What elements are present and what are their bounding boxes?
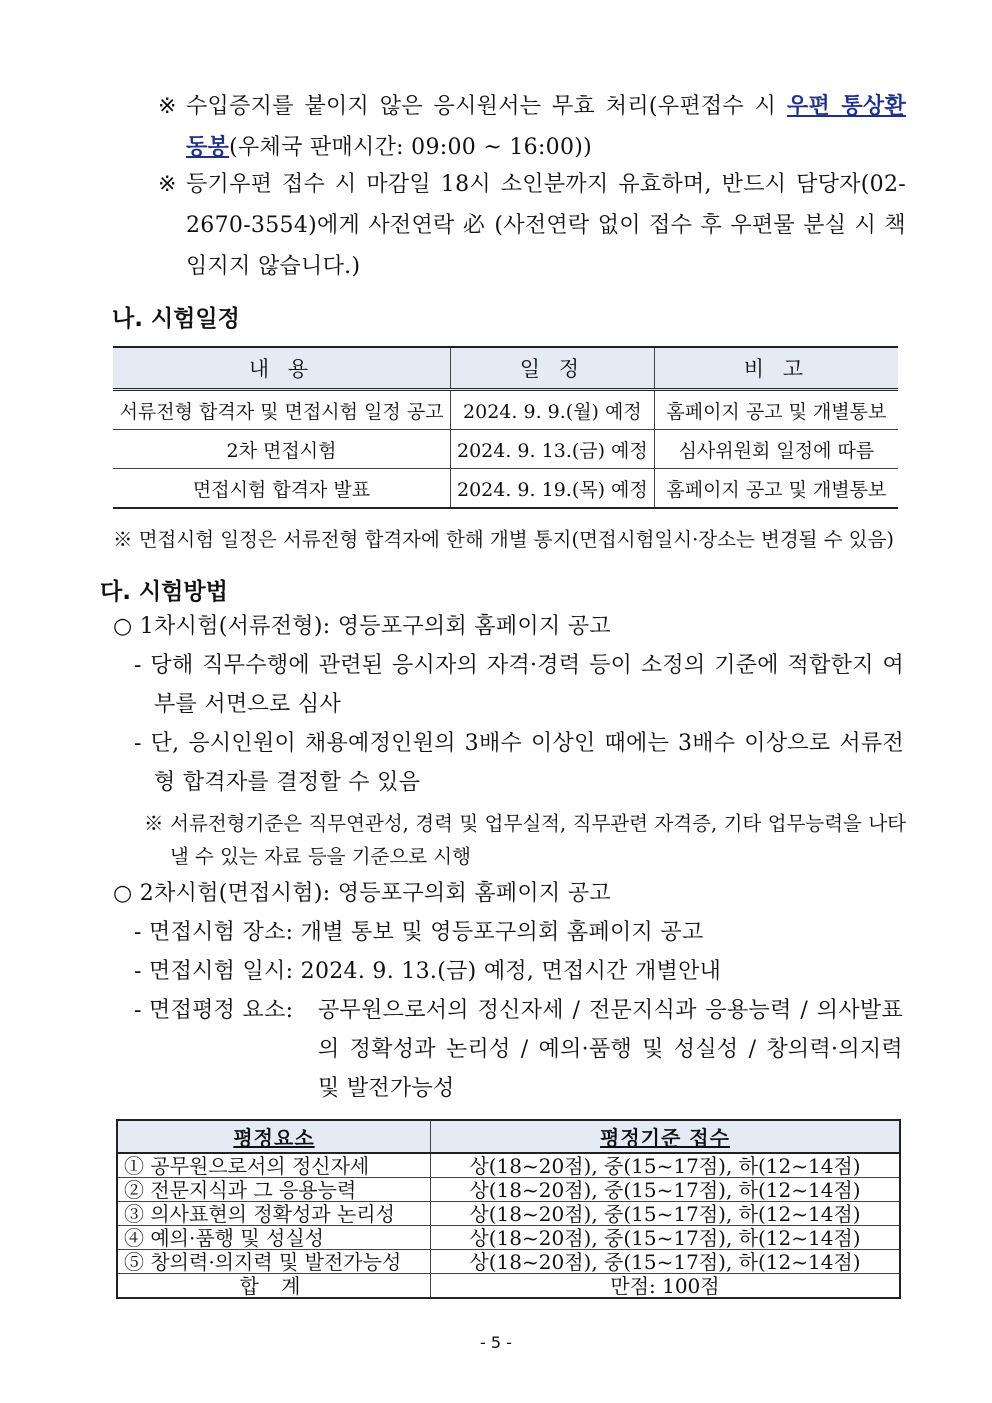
eval-total-label: 합 계 <box>117 1274 431 1299</box>
note-mark: ※ <box>158 172 177 197</box>
schedule-header-remark: 비 고 <box>654 347 898 390</box>
schedule-cell: 심사위원회 일정에 따름 <box>654 430 898 469</box>
first-exam-item-1-text: - 당해 직무수행에 관련된 응시자의 자격·경력 등이 소정의 기준에 적합한지 여부를 서면으로 심사 <box>134 653 904 717</box>
eval-header-element: 평정요소 <box>117 1120 431 1153</box>
place-value: 개별 통보 및 영등포구의회 홈페이지 공고 <box>300 920 704 945</box>
schedule-note: ※ 면접시험 일정은 서류전형 합격자에 한해 개별 통지(면접시험일시·장소는 변경될 수 있음) <box>113 528 895 551</box>
eval-criteria-cell: 상(18~20점), 중(15~17점), 하(12~14점) <box>431 1153 901 1178</box>
eval-criteria-cell: 상(18~20점), 중(15~17점), 하(12~14점) <box>431 1250 901 1274</box>
second-exam-place <box>134 913 704 952</box>
eval-criteria-cell: 상(18~20점), 중(15~17점), 하(12~14점) <box>431 1202 901 1226</box>
note-text: 등기우편 접수 시 마감일 18시 소인분까지 유효하며, 반드시 담당자(02-2670-3554)에게 사전연락 必 (사전연락 없이 접수 후 우편물 분실 시 책임지지 않습니다.) <box>186 172 906 279</box>
second-exam-title: ○ 2차시험(면접시험): 영등포구의회 홈페이지 공고 <box>113 881 611 906</box>
table-row <box>117 1153 900 1178</box>
place-label: - 면접시험 장소: <box>134 920 294 945</box>
first-exam-item-1 <box>134 646 904 724</box>
eval-criteria-cell: 상(18~20점), 중(15~17점), 하(12~14점) <box>431 1178 901 1202</box>
note-text-tail: (우체국 판매시간: 09:00 ~ 16:00)) <box>229 135 593 160</box>
eval-element-cell: ③ 의사표현의 정확성과 논리성 <box>117 1202 431 1226</box>
section-title-method: 다. 시험방법 <box>100 579 228 605</box>
section-title-schedule: 나. 시험일정 <box>112 306 240 332</box>
table-row <box>117 1178 900 1202</box>
note-text: 수입증지를 붙이지 않은 응시원서는 무효 처리(우편접수 시 <box>186 94 787 119</box>
schedule-cell: 2024. 9. 13.(금) 예정 <box>451 430 655 469</box>
table-row <box>117 1250 900 1274</box>
second-exam-elements: 공무원으로서의 정신자세 / 전문지식과 응용능력 / 의사발표의 정확성과 논리성 / 예의·품행 및 성실성 / 창의력·의지력 및 발전가능성 <box>318 998 903 1101</box>
second-exam-elements-label: - 면접평정 요소: <box>134 998 294 1023</box>
schedule-cell: 2024. 9. 19.(목) 예정 <box>451 469 655 509</box>
postal-order-link-text: 우편 통상환 동봉 <box>186 93 906 160</box>
date-value: 2024. 9. 13.(금) 예정, 면접시간 개별안내 <box>300 959 722 984</box>
schedule-cell: 홈페이지 공고 및 개별통보 <box>654 469 898 509</box>
schedule-header-date: 일 정 <box>451 347 655 390</box>
eval-element-cell: ② 전문지식과 그 응용능력 <box>117 1178 431 1202</box>
first-exam-item-2 <box>134 724 904 802</box>
table-row <box>113 469 898 509</box>
schedule-header-content: 내 용 <box>113 347 451 390</box>
eval-total-value: 만점: 100점 <box>431 1274 901 1299</box>
second-exam-date <box>134 952 721 991</box>
eval-element-cell: ④ 예의·품행 및 성실성 <box>117 1226 431 1250</box>
first-exam-item-2-text: - 단, 응시인원이 채용예정인원의 3배수 이상인 때에는 3배수 이상으로 서류전형 합격자를 결정할 수 있음 <box>134 731 904 795</box>
first-exam-title: ○ 1차시험(서류전형): 영등포구의회 홈페이지 공고 <box>113 614 611 639</box>
table-row <box>117 1202 900 1226</box>
schedule-cell: 2차 면접시험 <box>113 430 451 469</box>
date-label: - 면접시험 일시: <box>134 959 294 984</box>
evaluation-table <box>116 1119 901 1299</box>
first-exam-note-text: ※ 서류전형기준은 직무연관성, 경력 및 업무실적, 직무관련 자격증, 기타 업무능력을 나타낼 수 있는 자료 등을 기준으로 시행 <box>144 812 906 868</box>
eval-element-cell: ⑤ 창의력·의지력 및 발전가능성 <box>117 1250 431 1274</box>
schedule-cell: 서류전형 합격자 및 면접시험 일정 공고 <box>113 390 451 430</box>
schedule-table <box>113 346 898 509</box>
note-registered-mail <box>158 164 906 287</box>
schedule-cell: 면접시험 합격자 발표 <box>113 469 451 509</box>
schedule-cell: 2024. 9. 9.(월) 예정 <box>451 390 655 430</box>
eval-element-cell: ① 공무원으로서의 정신자세 <box>117 1153 431 1178</box>
table-row <box>113 430 898 469</box>
page-number: - 5 - <box>480 1333 512 1352</box>
table-row <box>113 390 898 430</box>
first-exam-note <box>144 807 906 873</box>
eval-header-criteria: 평정기준 접수 <box>431 1120 901 1153</box>
table-row-total <box>117 1274 900 1299</box>
note-mark: ※ <box>158 94 177 119</box>
note-revenue-stamp <box>158 86 906 168</box>
eval-criteria-cell: 상(18~20점), 중(15~17점), 하(12~14점) <box>431 1226 901 1250</box>
table-row <box>117 1226 900 1250</box>
schedule-cell: 홈페이지 공고 및 개별통보 <box>654 390 898 430</box>
